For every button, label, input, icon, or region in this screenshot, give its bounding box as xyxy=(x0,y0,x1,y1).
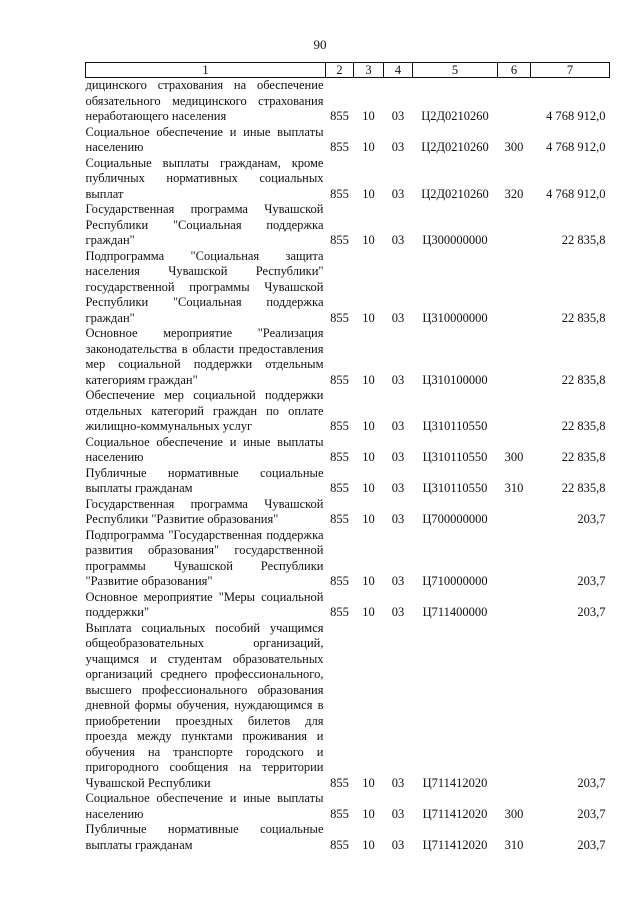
row-col-4: 03 xyxy=(391,109,405,123)
page-number: 90 xyxy=(313,37,327,52)
row-amount: 22 835,8 xyxy=(561,450,606,464)
row-amount: 4 768 912,0 xyxy=(546,109,606,123)
row-col-4: 03 xyxy=(391,419,405,433)
row-code: Ц711400000 xyxy=(422,605,488,619)
row-col-2: 855 xyxy=(330,186,349,201)
row-col-3: 10 xyxy=(362,372,375,387)
row-col-2: 855 xyxy=(330,233,349,247)
row-amount: 4 768 912,0 xyxy=(546,140,606,154)
row-code: Ц710000000 xyxy=(422,574,488,588)
row-col-4: 03 xyxy=(391,481,405,495)
row-col-6: 310 xyxy=(504,481,524,495)
row-col-6 xyxy=(498,326,531,388)
row-col-6 xyxy=(498,497,531,528)
header-col-7: 7 xyxy=(531,63,610,78)
row-col-3: 10 xyxy=(362,837,375,852)
row-amount: 22 835,8 xyxy=(561,419,606,433)
row-col-3: 10 xyxy=(362,140,375,154)
row-code: Ц711412020 xyxy=(422,837,488,852)
table-row xyxy=(86,156,610,203)
row-col-3: 10 xyxy=(362,605,375,619)
row-col-4: 03 xyxy=(391,806,405,821)
row-name: Подпрограмма "Государственная поддержка развития образования" государственной программы Чувашской Республики "Развитие образования" xyxy=(85,527,324,588)
header-col-6: 6 xyxy=(498,63,531,78)
row-col-2: 855 xyxy=(330,419,349,433)
table-row xyxy=(86,791,610,822)
row-name: Социальные выплаты гражданам, кроме публичных нормативных социальных выплат xyxy=(85,155,324,201)
table-row xyxy=(86,466,610,497)
row-name: Социальное обеспечение и иные выплаты населению xyxy=(85,791,324,821)
row-col-2: 855 xyxy=(330,481,349,495)
row-code: Ц310100000 xyxy=(422,372,488,387)
row-name: Публичные нормативные социальные выплаты гражданам xyxy=(85,822,324,852)
table-row xyxy=(86,125,610,156)
row-col-6 xyxy=(498,590,531,621)
row-amount: 22 835,8 xyxy=(561,372,606,387)
row-col-2: 855 xyxy=(330,372,349,387)
header-col-2: 2 xyxy=(326,63,354,78)
row-amount: 203,7 xyxy=(577,837,606,852)
row-name: дицинского страхования на обеспечение обязательного медицинского страхования неработающего населения xyxy=(85,78,324,123)
table-row xyxy=(86,621,610,792)
header-col-4: 4 xyxy=(384,63,413,78)
header-row xyxy=(86,63,610,78)
row-col-3: 10 xyxy=(362,574,375,588)
row-col-4: 03 xyxy=(391,450,405,464)
row-code: Ц310110550 xyxy=(422,419,488,433)
row-name: Обеспечение мер социальной поддержки отдельных категорий граждан по оплате жилищно-коммунальных услуг xyxy=(85,388,324,433)
row-col-6 xyxy=(498,249,531,327)
row-code: Ц310110550 xyxy=(422,481,488,495)
row-name: Подпрограмма "Социальная защита населения Чувашской Республики" государственной программы Чувашской Республики "Социальная поддержка граждан" xyxy=(85,248,324,325)
row-col-2: 855 xyxy=(330,109,349,123)
row-amount: 22 835,8 xyxy=(561,481,606,495)
table-row xyxy=(86,249,610,327)
row-code: Ц310000000 xyxy=(422,310,488,325)
row-col-3: 10 xyxy=(362,310,375,325)
row-col-6 xyxy=(498,528,531,590)
row-col-2: 855 xyxy=(330,574,349,588)
row-col-4: 03 xyxy=(391,775,405,790)
row-col-6: 310 xyxy=(504,837,524,852)
row-name: Государственная программа Чувашской Республики "Социальная поддержка граждан" xyxy=(85,202,324,247)
row-col-2: 855 xyxy=(330,806,349,821)
header-col-3: 3 xyxy=(354,63,384,78)
row-col-3: 10 xyxy=(362,450,375,464)
row-col-3: 10 xyxy=(362,109,375,123)
row-code: Ц711412020 xyxy=(422,806,488,821)
row-col-3: 10 xyxy=(362,775,375,790)
row-code: Ц711412020 xyxy=(422,775,488,790)
row-code: Ц700000000 xyxy=(422,512,488,526)
table-row xyxy=(86,528,610,590)
row-col-6: 300 xyxy=(504,806,524,821)
row-amount: 203,7 xyxy=(577,574,606,588)
row-name: Социальное обеспечение и иные выплаты населению xyxy=(85,434,324,464)
table-row xyxy=(86,388,610,435)
table-header xyxy=(86,63,610,78)
row-name: Публичные нормативные социальные выплаты гражданам xyxy=(85,465,324,495)
row-col-3: 10 xyxy=(362,233,375,247)
table-row xyxy=(86,202,610,249)
row-col-3: 10 xyxy=(362,419,375,433)
row-amount: 203,7 xyxy=(577,806,606,821)
table-row xyxy=(86,497,610,528)
row-amount: 203,7 xyxy=(577,605,606,619)
row-code: Ц2Д0210260 xyxy=(421,109,489,123)
table-row xyxy=(86,822,610,853)
row-col-4: 03 xyxy=(391,310,405,325)
row-amount: 203,7 xyxy=(577,512,606,526)
row-code: Ц2Д0210260 xyxy=(421,186,489,201)
row-amount: 4 768 912,0 xyxy=(546,186,606,201)
header-col-5: 5 xyxy=(413,63,498,78)
row-col-6 xyxy=(498,78,531,125)
row-col-2: 855 xyxy=(330,605,349,619)
row-name: Основное мероприятие "Реализация законодательства в области предоставления мер социальной поддержки отдельным категориям граждан" xyxy=(85,326,324,387)
row-name: Социальное обеспечение и иные выплаты населению xyxy=(85,124,324,154)
header-col-1: 1 xyxy=(86,63,326,78)
row-col-4: 03 xyxy=(391,233,405,247)
row-col-2: 855 xyxy=(330,140,349,154)
row-amount: 22 835,8 xyxy=(561,310,606,325)
budget-table xyxy=(85,62,610,853)
row-col-6 xyxy=(498,621,531,792)
row-col-6 xyxy=(498,202,531,249)
row-col-4: 03 xyxy=(391,186,405,201)
row-name: Выплата социальных пособий учащимся общеобразовательных организаций, учащимся и студентам образовательных организаций среднего профессионального, высшего профессионального образования дневной формы обучения, нуждающимся в приобретении проездных билетов для проезда между пунктами проживания и обучения на транспорте городского и пригородного сообщения на территории Чувашской Республики xyxy=(85,620,324,790)
row-col-3: 10 xyxy=(362,186,375,201)
row-col-2: 855 xyxy=(330,450,349,464)
row-col-6: 300 xyxy=(504,450,524,464)
row-amount: 22 835,8 xyxy=(561,233,606,247)
row-col-4: 03 xyxy=(391,605,405,619)
table-row xyxy=(86,78,610,125)
row-col-2: 855 xyxy=(330,310,349,325)
row-amount: 203,7 xyxy=(577,775,606,790)
table-row xyxy=(86,326,610,388)
row-code: Ц310110550 xyxy=(422,450,488,464)
row-col-3: 10 xyxy=(362,481,375,495)
table-row xyxy=(86,435,610,466)
row-col-4: 03 xyxy=(391,372,405,387)
table-body xyxy=(86,78,610,854)
row-col-6: 320 xyxy=(504,186,524,201)
row-col-3: 10 xyxy=(362,806,375,821)
table-row xyxy=(86,590,610,621)
row-col-4: 03 xyxy=(391,512,405,526)
row-col-4: 03 xyxy=(391,837,405,852)
row-col-4: 03 xyxy=(391,574,405,588)
row-col-4: 03 xyxy=(391,140,405,154)
row-code: Ц300000000 xyxy=(422,233,488,247)
row-col-2: 855 xyxy=(330,837,349,852)
row-code: Ц2Д0210260 xyxy=(421,140,489,154)
row-col-3: 10 xyxy=(362,512,375,526)
row-name: Основное мероприятие "Меры социальной поддержки" xyxy=(85,589,324,619)
row-name: Государственная программа Чувашской Республики "Развитие образования" xyxy=(85,496,324,526)
row-col-2: 855 xyxy=(330,775,349,790)
row-col-6: 300 xyxy=(504,140,524,154)
row-col-6 xyxy=(498,388,531,435)
row-col-2: 855 xyxy=(330,512,349,526)
